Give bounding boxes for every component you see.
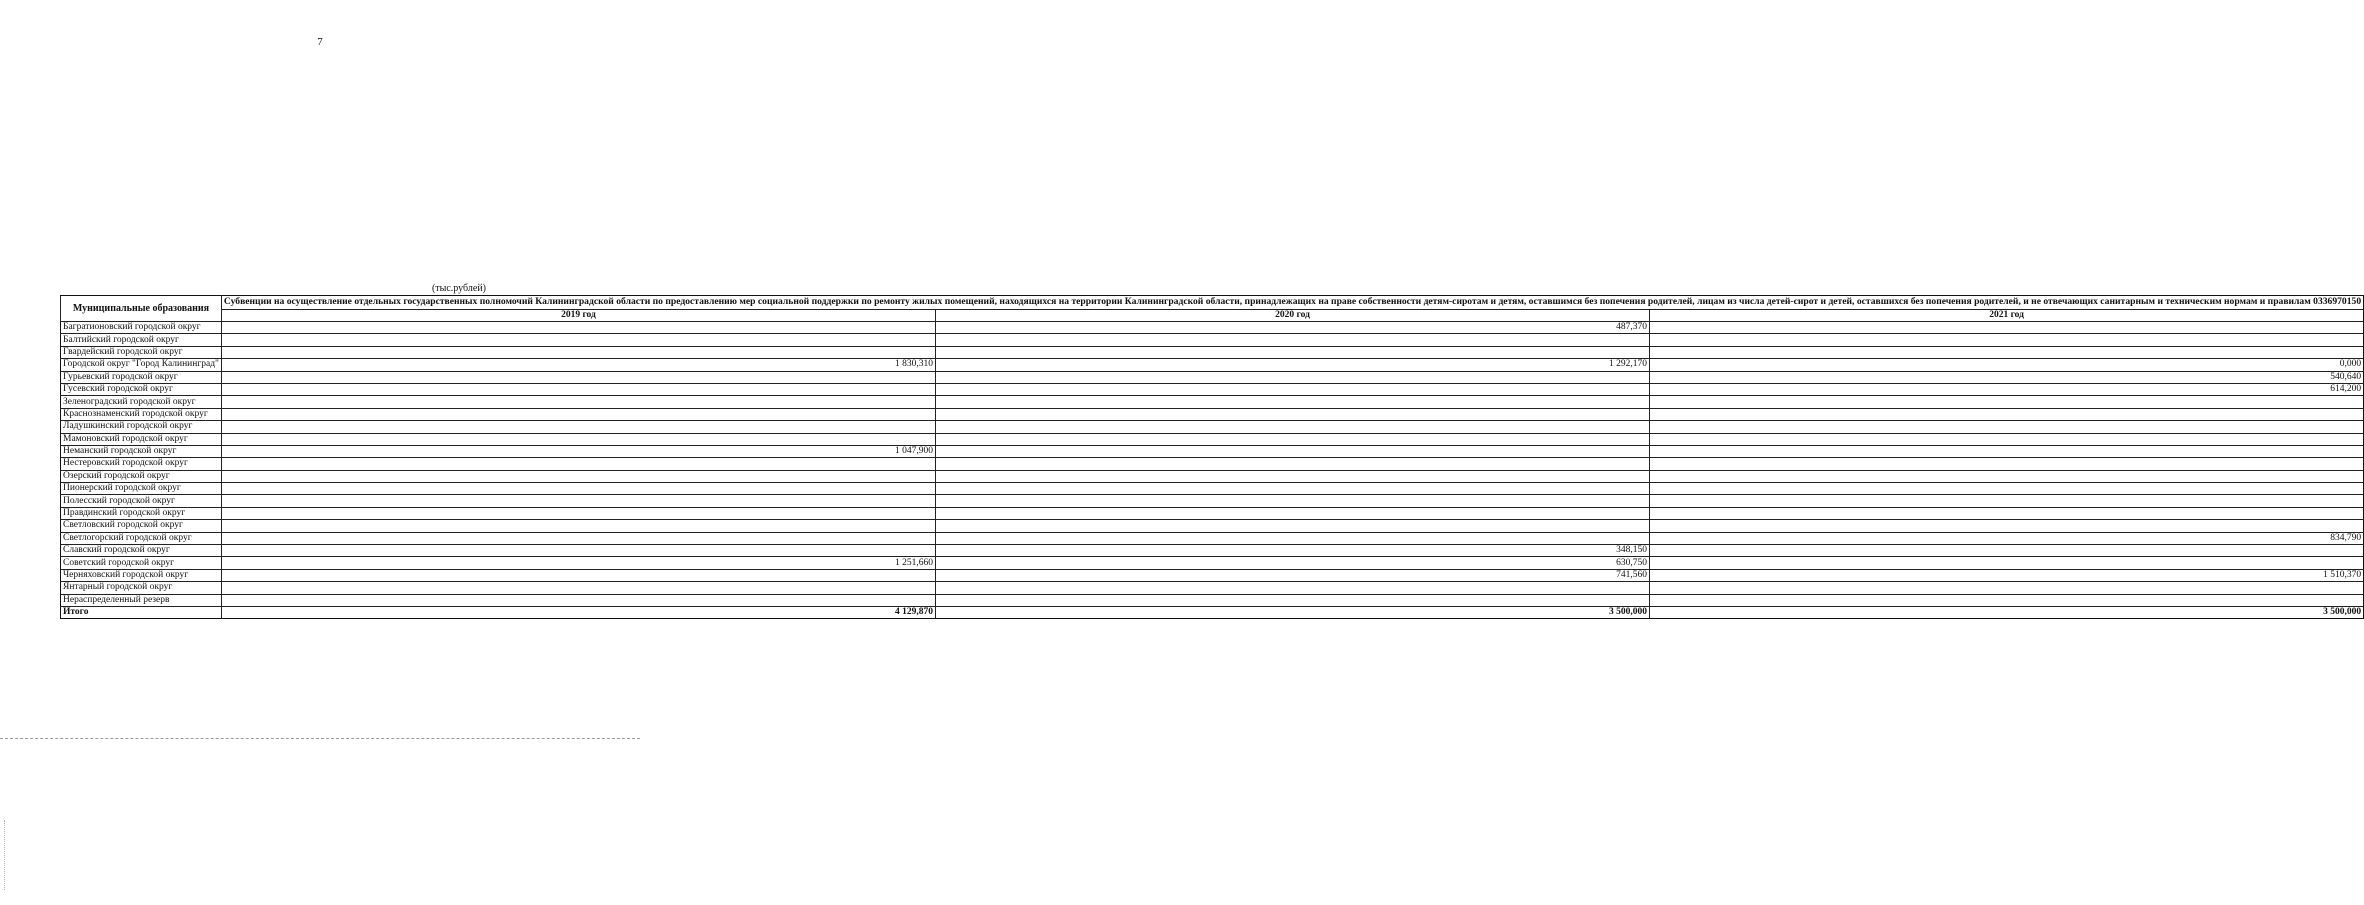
value-2019 [221,507,935,519]
value-2020 [935,532,1649,544]
value-2020 [935,383,1649,395]
row-name: Ладушкинский городской округ [61,421,222,433]
table-row [61,359,2364,371]
value-2020 [935,594,1649,606]
value-2019 [221,545,935,557]
row-name: Нестеровский городской округ [61,458,222,470]
value-2021 [1650,458,2364,470]
value-2019 [221,334,935,346]
value-2020 [935,408,1649,420]
value-2020 [935,371,1649,383]
row-name: Багратионовский городской округ [61,321,222,333]
row-name: Неманский городской округ [61,445,222,457]
table-row [61,569,2364,581]
table-row [61,582,2364,594]
year-2019-header: 2019 год [221,309,935,321]
header-municipal: Муниципальные образования [61,296,222,322]
value-2019 [221,582,935,594]
table-row [61,334,2364,346]
total-2021: 3 500,000 [1650,606,2364,618]
header-subvention: Субвенции на осуществление отдельных государственных полномочий Калининградской области по предоставлению мер социальной поддержки по ремонту жилых помещений, находящихся на территории Калининградской области, принадлежащих на праве собственности детям-сиротам и детям, оставшимся без попечения родителей, лицам из числа детей-сирот и детей, оставшихся без попечения родителей, и не отвечающих санитарным и техническим нормам и правилам 0336970150 [221,296,2363,310]
value-2020 [935,507,1649,519]
value-2021 [1650,594,2364,606]
value-2020 [935,470,1649,482]
value-2020 [935,396,1649,408]
year-2021-header: 2021 год [1650,309,2364,321]
scan-edge-marks [4,820,7,890]
table-row [61,532,2364,544]
table-row [61,421,2364,433]
table-row [61,507,2364,519]
row-name: Озерский городской округ [61,470,222,482]
total-2020: 3 500,000 [935,606,1649,618]
table-row [61,371,2364,383]
row-name: Краснознаменский городской округ [61,408,222,420]
value-2021: 540,640 [1650,371,2364,383]
total-label: Итого [61,606,222,618]
value-2020: 1 292,170 [935,359,1649,371]
row-name: Светловский городской округ [61,520,222,532]
table-body [61,296,2364,619]
value-2019 [221,594,935,606]
value-2019 [221,321,935,333]
row-name: Светлогорский городской округ [61,532,222,544]
table-row [61,346,2364,358]
table-row [61,445,2364,457]
value-2021 [1650,445,2364,457]
value-2019: 1 251,660 [221,557,935,569]
total-row [61,606,2364,618]
table-header-row [61,296,2364,310]
value-2021: 614,200 [1650,383,2364,395]
table-row [61,396,2364,408]
row-name: Янтарный городской округ [61,582,222,594]
value-2021 [1650,321,2364,333]
row-name: Гвардейский городской округ [61,346,222,358]
table-row [61,433,2364,445]
value-2020: 487,370 [935,321,1649,333]
value-2021 [1650,495,2364,507]
value-2021 [1650,334,2364,346]
value-2019 [221,495,935,507]
value-2021 [1650,557,2364,569]
value-2021 [1650,433,2364,445]
value-2021: 1 510,370 [1650,569,2364,581]
value-2020: 348,150 [935,545,1649,557]
row-name: Пионерский городской округ [61,483,222,495]
value-2019 [221,408,935,420]
value-2021 [1650,470,2364,482]
value-2020 [935,445,1649,457]
row-name: Зеленоградский городской округ [61,396,222,408]
table-years-row [61,309,2364,321]
row-name: Полесский городской округ [61,495,222,507]
table-row [61,557,2364,569]
row-name: Черняховский городской округ [61,569,222,581]
value-2021 [1650,520,2364,532]
table-row [61,408,2364,420]
value-2021 [1650,346,2364,358]
table-row [61,483,2364,495]
row-name: Городской округ "Город Калининград" [61,359,222,371]
value-2021 [1650,483,2364,495]
table-row [61,495,2364,507]
value-2019 [221,520,935,532]
units-label: (тыс.рублей) [431,283,486,294]
row-name: Гусевский городской округ [61,383,222,395]
value-2019: 1 047,900 [221,445,935,457]
value-2019 [221,532,935,544]
table-row [61,520,2364,532]
value-2021: 834,790 [1650,532,2364,544]
value-2019 [221,383,935,395]
value-2020 [935,495,1649,507]
value-2021 [1650,421,2364,433]
value-2021 [1650,507,2364,519]
value-2020 [935,334,1649,346]
value-2020 [935,582,1649,594]
value-2019 [221,470,935,482]
table-row [61,545,2364,557]
row-name: Правдинский городской округ [61,507,222,519]
value-2019 [221,458,935,470]
subvention-table [60,295,2364,619]
year-2020-header: 2020 год [935,309,1649,321]
page-number: 7 [317,36,323,48]
value-2019 [221,569,935,581]
value-2019 [221,421,935,433]
value-2020 [935,458,1649,470]
row-name: Балтийский городской округ [61,334,222,346]
value-2019: 1 830,310 [221,359,935,371]
value-2021 [1650,396,2364,408]
total-2019: 4 129,870 [221,606,935,618]
table-row [61,594,2364,606]
row-name: Советский городской округ [61,557,222,569]
row-name: Славский городской округ [61,545,222,557]
value-2019 [221,396,935,408]
value-2020: 630,750 [935,557,1649,569]
value-2021 [1650,408,2364,420]
value-2021 [1650,545,2364,557]
scan-dashed-line [0,738,640,739]
value-2019 [221,483,935,495]
table-row [61,321,2364,333]
value-2021: 0,000 [1650,359,2364,371]
value-2019 [221,371,935,383]
value-2020 [935,433,1649,445]
value-2020 [935,346,1649,358]
table-row [61,458,2364,470]
value-2020 [935,520,1649,532]
value-2020: 741,560 [935,569,1649,581]
row-name: Нераспределенный резерв [61,594,222,606]
value-2020 [935,483,1649,495]
value-2019 [221,433,935,445]
value-2019 [221,346,935,358]
value-2020 [935,421,1649,433]
row-name: Гурьевский городской округ [61,371,222,383]
value-2021 [1650,582,2364,594]
table-row [61,470,2364,482]
table-row [61,383,2364,395]
row-name: Мамоновский городской округ [61,433,222,445]
